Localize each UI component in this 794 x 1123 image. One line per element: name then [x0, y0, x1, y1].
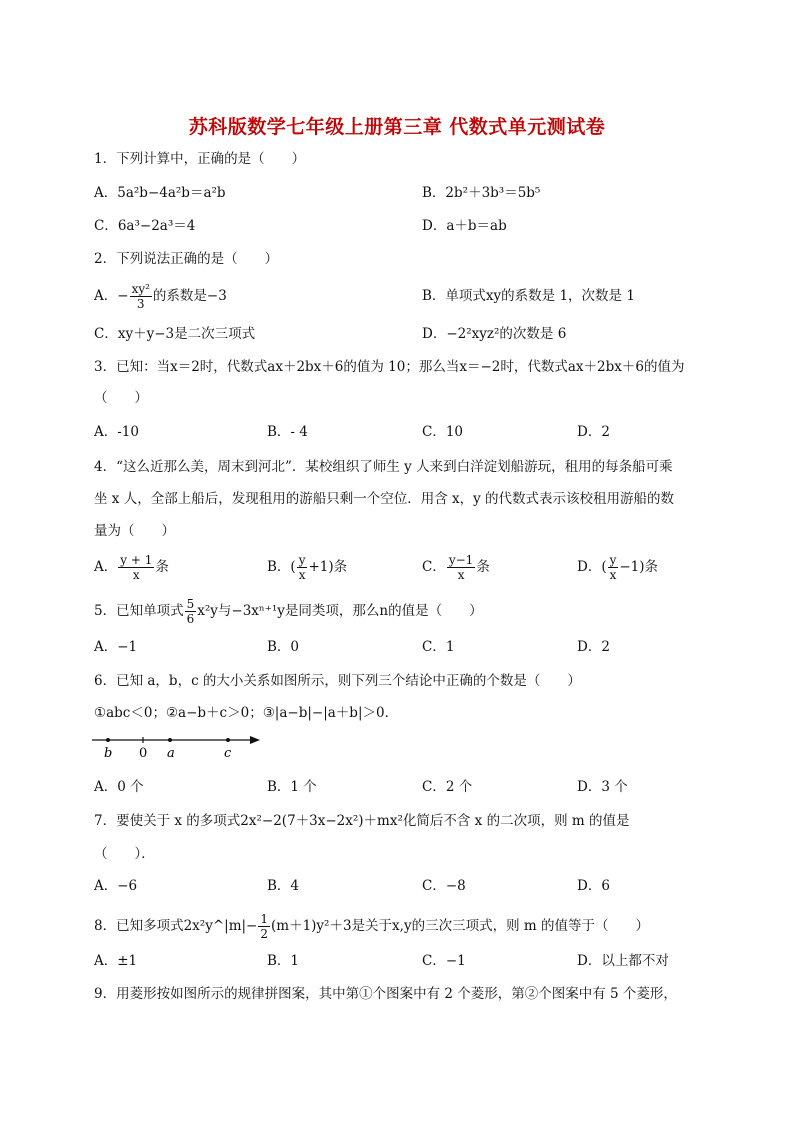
- number-line-figure: [90, 728, 270, 762]
- q3-option-c: C．10: [422, 424, 464, 440]
- q4-option-d: [577, 553, 658, 582]
- number-line-arrow: [250, 736, 260, 744]
- q4-option-a-fraction: [118, 553, 154, 582]
- q6-option-a: A．0 个: [94, 779, 144, 795]
- q4-stem-line1: 4．“这么近那么美，周末到河北”．某校组织了师生 y 人来到白洋淀划船游玩，租用的每条船可乘: [94, 459, 673, 475]
- q8-option-d: D．以上都不对: [577, 953, 669, 969]
- q8-option-a: A．±1: [94, 953, 138, 969]
- q7-stem-line1: 7．要使关于 x 的多项式2x²−2(7＋3x−2x²)＋mx²化简后不含 x 的二次项，则 m 的值是: [94, 813, 630, 829]
- q7-option-a: A．−6: [94, 878, 138, 894]
- fraction-numerator: y: [609, 553, 617, 567]
- q4-stem-line2: 坐 x 人，全部上船后，发现租用的游船只剩一个空位．用含 x，y 的代数式表示该校租用游船的数: [94, 491, 675, 507]
- option-unit: 条: [155, 559, 169, 575]
- point-a-dot: [168, 738, 172, 742]
- q1-option-d: D．a＋b＝ab: [422, 218, 507, 234]
- q8-stem-prefix: 8．已知多项式2x²y^|m|−: [94, 918, 258, 934]
- q7-option-b: B．4: [267, 878, 300, 894]
- option-label: A．: [94, 559, 118, 575]
- option-unit: 条: [476, 559, 490, 575]
- fraction-numerator: 1: [260, 912, 268, 926]
- q5-option-b: B．0: [267, 639, 300, 655]
- q7-option-c: C．−8: [422, 878, 466, 894]
- q6-option-b: B．1 个: [267, 779, 317, 795]
- q2-option-d: D．−2²xyz²的次数是 6: [422, 326, 567, 342]
- fraction-denominator: 2: [260, 927, 268, 941]
- q6-option-c: C．2 个: [422, 779, 473, 795]
- q2-option-a: [94, 282, 227, 311]
- q5-option-c: C．1: [422, 639, 455, 655]
- fraction-numerator: 5: [186, 597, 195, 611]
- q6-option-d: D．3 个: [577, 779, 628, 795]
- q4-option-c-fraction: [447, 553, 475, 582]
- q5-stem: [94, 597, 483, 626]
- q4-option-c: [422, 553, 490, 582]
- fraction-numerator: y−1: [448, 553, 474, 567]
- fraction-denominator: x: [298, 568, 306, 582]
- q1-option-a: A．5a²b−4a²b＝a²b: [94, 185, 226, 201]
- q7-option-d: D．6: [577, 878, 610, 894]
- option-label: B．(: [267, 559, 296, 575]
- q1-option-b: B．2b²＋3b³＝5b⁵: [422, 185, 541, 201]
- q9-stem: 9．用菱形按如图所示的规律拼图案，其中第①个图案中有 2 个菱形，第②个图案中有 5 个菱形，: [94, 986, 677, 1002]
- fraction-denominator: x: [609, 568, 617, 582]
- q3-option-b: B．- 4: [267, 424, 308, 440]
- point-b-dot: [106, 738, 110, 742]
- q2-option-a-prefix: A．−: [94, 288, 129, 304]
- q7-stem-line2: （ ）．: [94, 846, 155, 862]
- q5-stem-suffix: x²y与−3xⁿ⁺¹y是同类项，那么n的值是（ ）: [197, 603, 483, 619]
- fraction-denominator: 6: [186, 612, 195, 626]
- page-title: 苏科版数学七年级上册第三章 代数式单元测试卷: [188, 116, 606, 138]
- q5-option-d: D．2: [577, 639, 610, 655]
- fraction-numerator: xy²: [131, 282, 150, 296]
- q3-stem-line2: （ ）: [94, 390, 148, 406]
- q6-stem: 6．已知 a，b，c 的大小关系如图所示，则下列三个结论中正确的个数是（ ）: [94, 673, 581, 689]
- q4-option-d-fraction: [608, 553, 619, 582]
- fraction-numerator: y: [298, 553, 306, 567]
- q6-conditions: ①abc＜0；②a−b＋c＞0；③|a−b|−|a＋b|＞0．: [94, 705, 399, 721]
- q4-option-b-fraction: [297, 553, 308, 582]
- q8-stem-suffix: (m＋1)y²＋3是关于x,y的三次三项式，则 m 的值等于（ ）: [271, 918, 649, 934]
- q1-stem: 1．下列计算中，正确的是（ ）: [94, 151, 306, 167]
- fraction-denominator: 3: [136, 297, 145, 311]
- q5-option-a: A．−1: [94, 639, 138, 655]
- fraction-denominator: x: [132, 568, 140, 582]
- fraction-numerator: y + 1: [120, 553, 153, 567]
- option-label: D．(: [577, 559, 607, 575]
- q4-option-a: [94, 553, 169, 582]
- q3-stem-line1: 3．已知：当x＝2时，代数式ax＋2bx＋6的值为 10；那么当x＝−2时，代数式ax＋2bx＋6的值为: [94, 359, 685, 375]
- q2-option-c: C．xy＋y−3是二次三项式: [94, 326, 256, 342]
- point-c-dot: [226, 738, 230, 742]
- q2-option-a-fraction: [130, 282, 152, 311]
- q2-stem: 2．下列说法正确的是（ ）: [94, 251, 279, 267]
- q8-fraction: [258, 912, 270, 941]
- q2-option-a-suffix: 的系数是−3: [152, 288, 227, 304]
- q1-option-c: C．6a³−2a³＝4: [94, 218, 196, 234]
- label-a: a: [167, 746, 175, 761]
- label-zero: 0: [139, 746, 148, 761]
- label-b: b: [104, 746, 113, 761]
- q3-option-d: D．2: [577, 424, 610, 440]
- q4-option-b: [267, 553, 347, 582]
- q5-fraction: [185, 597, 197, 626]
- fraction-denominator: x: [457, 568, 465, 582]
- option-rest: −1)条: [619, 559, 659, 575]
- q8-option-c: C．−1: [422, 953, 466, 969]
- label-c: c: [224, 746, 232, 761]
- q4-stem-line3: 量为（ ）: [94, 523, 175, 539]
- option-rest: +1)条: [308, 559, 348, 575]
- q5-stem-prefix: 5．已知单项式: [94, 603, 184, 619]
- option-label: C．: [422, 559, 446, 575]
- q3-option-a: A．-10: [94, 424, 139, 440]
- q8-option-b: B．1: [267, 953, 300, 969]
- q8-stem: [94, 912, 649, 941]
- q2-option-b: B．单项式xy的系数是 1，次数是 1: [422, 288, 635, 304]
